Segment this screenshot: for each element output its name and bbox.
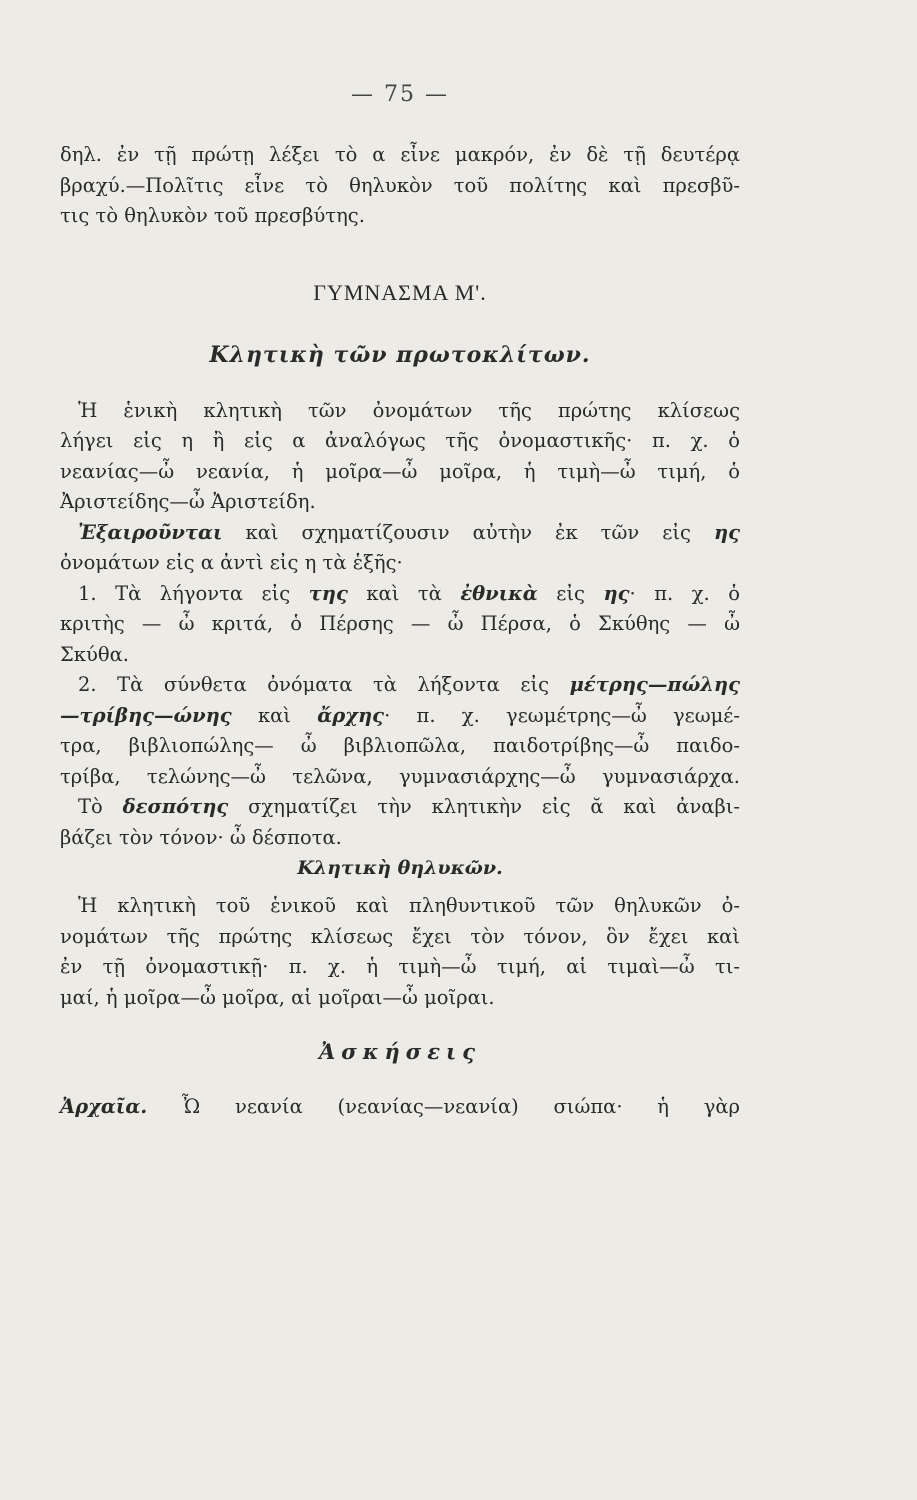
item2-line-4: τρίβα, τελώνης—ὦ τελῶνα, γυμνασιάρχης—ὦ γυμνασιάρχα. (60, 764, 740, 788)
intro-line-1: δηλ. ἐν τῇ πρώτῃ λέξει τὸ α εἶνε μακρόν, ἐν δὲ τῇ δευτέρᾳ (60, 143, 740, 166)
item2-line2-mid: καὶ (231, 703, 318, 727)
exercises-heading: Ἀσκήσεις (319, 1039, 481, 1064)
item2-start: 2. Τὰ σύνθετα ὀνόματα τὰ λήξοντα εἰς (78, 673, 570, 696)
para3-bold: δεσπότης (122, 795, 229, 818)
para1-line-3: νεανίας—ὦ νεανία, ἡ μοῖρα—ὦ μοῖρα, ἡ τιμὴ—ὦ τιμή, ὁ (60, 459, 740, 483)
item1-mid2: εἰς (537, 581, 604, 605)
para2-line1-rest: καὶ σχηματίζουσιν αὐτὴν ἐκ τῶν εἰς (222, 520, 714, 544)
para3-line-2: βάζει τὸν τόνον· ὦ δέσποτα. (60, 825, 342, 849)
intro-line-2: βραχύ.—Πολῖτις εἶνε τὸ θηλυκὸν τοῦ πολίτης καὶ πρεσβῦ- (60, 173, 740, 197)
page-body (60, 140, 740, 1123)
item2-line2-end: · π. χ. γεωμέτρης—ὦ γεωμέ- (384, 703, 741, 727)
para4-line-1: Ἡ κλητικὴ τοῦ ἑνικοῦ καὶ πληθυντικοῦ τῶν θηλυκῶν ὀ- (78, 894, 740, 917)
item1-line-2: κριτὴς — ὦ κριτά, ὁ Πέρσης — ὦ Πέρσα, ὁ Σκύθης — ὦ (60, 612, 740, 635)
section-heading: ΓΥΜΝΑΣΜΑ Μ'. (313, 279, 487, 305)
item1-bold3: ης (603, 581, 630, 605)
last-line (60, 1092, 740, 1123)
subsection-heading: Κλητικὴ θηλυκῶν. (297, 857, 503, 879)
last-line-rest: Ὦ νεανία (νεανίας—νεανία) σιώπα· ἡ γὰρ (147, 1095, 740, 1118)
page-number: — 75 — (351, 82, 449, 107)
item2-line-1 (60, 670, 740, 701)
para2-line-1 (60, 518, 740, 549)
para1-line-1: Ἡ ἑνικὴ κλητικὴ τῶν ὀνομάτων τῆς πρώτης κλίσεως (78, 398, 740, 422)
item1-bold1: της (308, 581, 348, 605)
item2-line2-bold2: ἄρχης (317, 703, 385, 727)
item2-line-3: τρα, βιβλιοπώλης— ὦ βιβλιοπῶλα, παιδοτρίβης—ὦ παιδο- (60, 734, 740, 757)
item2-line-2 (60, 701, 740, 732)
para2-line1-end: ης (713, 520, 740, 544)
para4-line-2: νομάτων τῆς πρώτης κλίσεως ἔχει τὸν τόνον, ὃν ἔχει καὶ (60, 924, 740, 948)
para3-line-1 (60, 792, 740, 823)
section-subheading: Κλητικὴ τῶν πρωτοκλίτων. (209, 341, 591, 368)
para1-line-2: λήγει εἰς η ἢ εἰς α ἀναλόγως τῆς ὀνομαστικῆς· π. χ. ὁ (60, 429, 740, 452)
item1-line-1 (60, 579, 740, 610)
para4-line-4: μαί, ἡ μοῖρα—ὦ μοῖρα, αἱ μοῖραι—ὦ μοῖραι. (60, 985, 495, 1009)
item2-line2-bold1: —τρίβης—ώνης (60, 703, 232, 727)
item2-bold1: μέτρης—πώλης (569, 673, 740, 696)
para2-line-2: ὀνομάτων εἰς α ἀντὶ εἰς η τὰ ἑξῆς· (60, 551, 403, 574)
item1-line-3: Σκύθα. (60, 642, 129, 666)
item1-bold2: ἐθνικὰ (460, 581, 538, 605)
item1-mid: καὶ τὰ (347, 581, 461, 605)
last-line-bold: Ἀρχαῖα. (60, 1095, 148, 1118)
para4-line-3: ἐν τῇ ὀνομαστικῇ· π. χ. ἡ τιμὴ—ὦ τιμή, αἱ τιμαὶ—ὦ τι- (60, 955, 740, 978)
para3-rest: σχηματίζει τὴν κλητικὴν εἰς ᾰ καὶ ἀναβι- (228, 795, 740, 818)
intro-line-3: τις τὸ θηλυκὸν τοῦ πρεσβύτης. (60, 204, 365, 227)
para2-bold-word: Ἐξαιροῦνται (78, 520, 223, 544)
item1-end: · π. χ. ὁ (629, 581, 740, 605)
para3-start: Τὸ (78, 795, 123, 818)
para1-line-4: Ἀριστείδης—ὦ Ἀριστείδη. (60, 490, 316, 513)
item1-start: 1. Τὰ λήγοντα εἰς (78, 581, 309, 605)
